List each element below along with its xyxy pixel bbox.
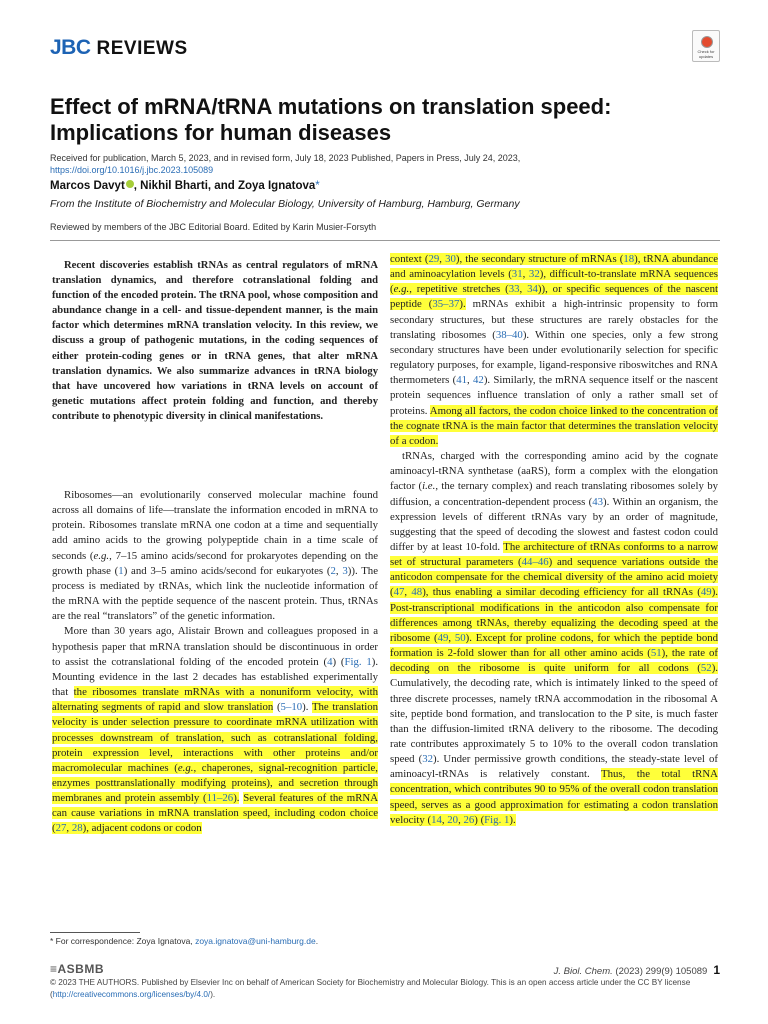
article-title: Effect of mRNA/tRNA mutations on translation speed: Implications for human diseases (50, 94, 612, 145)
paragraph: tRNAs, charged with the corresponding amino acid by the cognate aminoacyl-tRNA synthetase (aaRS), form a complex with the elongation factor (i.e., the ternary complex) and reach translating ribosomes solely by diffusion, a concentration-dependent process (43). Within an organism, the expression levels of different tRNAs vary by an order of magnitude, suggesting that the speed of decoding the slowest and fastest codon could differ by at least 10-fold. The architecture of tRNAs conforms to a narrow set of structural parameters (44–46) and sequence variations outside the anticodon compensate for the chemical diversity of the amino acid moiety (47, 48), thus enabling a similar decoding efficiency for all tRNAs (49). Post-transcriptional modifications in the anticodon also compensate for differences among tRNAs, thereby equalizing the decoding speed at the ribosome (49, 50). Except for proline codons, for which the peptide bond formation is 2-fold slower than for all other amino acids (51), the rate of decoding on the ribosome is quite uniform for all codons (52). Cumulatively, the decoding rate, which is intimately linked to the speed of three discrete processes, namely tRNA accommodation in the ribosomal A site, peptide bond formation, and translocation to the P site, is much faster than the diffusion-limited tRNA delivery to the ribosome. The decoding rate contributes approximately 5 to 10% to the overall codon translation speed (32). Under permissive growth conditions, the steady-state level of aminoacyl-tRNAs is relatively constant. Thus, the total tRNA concentration, which contributes 90 to 95% of the overall codon translation speed, serves as a good approximation for estimating a codon translation velocity (14, 20, 26) (Fig. 1). (390, 450, 719, 826)
citation-link[interactable]: 27 (55, 822, 67, 835)
citation-link[interactable]: 42 (473, 374, 484, 387)
citation-link[interactable]: 38–40 (495, 328, 523, 341)
citation-link[interactable]: 28 (71, 822, 83, 835)
journal-citation: J. Biol. Chem. (2023) 299(9) 105089 1 (553, 963, 720, 977)
highlight: Thus, the total tRNA concentration, which contributes 90 to 95% of the overall codon translation speed, serves as a good approximation for estimating a codon translation velocity (14, 20, 26) (Fig. 1). (390, 768, 718, 826)
citation-link[interactable]: 32 (422, 753, 434, 766)
highlight: context (29, 30), the secondary structure of mRNAs (18), tRNA abundance and aminoacylation levels (31, 32), difficult-to-translate mRNA sequences (e.g., repetitive stretches (33, 34)), or specific sequences of the nascent peptide (35–37). (390, 253, 718, 311)
citation-link[interactable]: 32 (528, 268, 540, 281)
highlight: Among all factors, the codon choice linked to the concentration of the cognate tRNA is the main factor that determines the translation velocity of a codon. (390, 404, 718, 447)
journal-header (50, 36, 720, 64)
citation-link[interactable]: 51 (650, 647, 662, 660)
citation-link[interactable]: 33 (508, 283, 520, 296)
paragraph: context (29, 30), the secondary structure of mRNAs (18), tRNA abundance and aminoacylation levels (31, 32), difficult-to-translate mRNA sequences (e.g., repetitive stretches (33, 34)), or specific sequences of the nascent peptide (35–37). mRNAs exhibit a high-intrinsic propensity to form secondary structures, but these structures are rarely obstacles for the translating ribosomes (38–40). Within one species, only a few strong secondary structures have been under evolutionarily selection for specific regulatory purposes, for example, ligand-responsive riboswitches and RNA thermometers (41, 42). Similarly, the mRNA sequence itself or the nascent protein sequences influence translation of only a rather small set of proteins. Among all factors, the codon choice linked to the concentration of the cognate tRNA is the main factor that determines the translation velocity of a codon. (390, 253, 718, 447)
citation-link[interactable]: 5–10 (280, 701, 303, 714)
citation-link[interactable]: 4 (327, 655, 333, 668)
figure-link[interactable]: Fig. 1 (484, 813, 510, 826)
citation-link[interactable]: 47 (393, 586, 405, 599)
doi-link[interactable]: https://doi.org/10.1016/j.jbc.2023.105089 (50, 165, 214, 175)
citation-link[interactable]: 44–46 (521, 556, 549, 569)
orcid-icon[interactable] (126, 180, 134, 188)
citation-link[interactable]: 14 (431, 813, 442, 826)
citation-link[interactable]: 43 (592, 495, 604, 508)
highlight: The translation velocity is under selection pressure to coordinate mRNA utilization with processes downstream of translation, such as cotranslational folding, protein expression level, interactions with other proteins and/or macromolecular machines (e.g., chaperones, signal-recognition particle, enzymes posttranslationally modifying proteins), and secretion through membranes and protein assembly (11–26). (52, 701, 378, 805)
section-label: REVIEWS (96, 38, 188, 59)
citation-link[interactable]: 30 (445, 253, 456, 265)
citation-link[interactable]: 35–37 (432, 298, 460, 311)
page-number: 1 (713, 963, 720, 977)
citation-link[interactable]: 48 (411, 586, 423, 599)
citation-link[interactable]: 31 (511, 268, 523, 281)
paragraph: Ribosomes—an evolutionarily conserved molecular machine found across all domains of life—translate the information encoded in mRNA to protein. Ribosomes translate mRNA one codon at a time and sequentially add amino acids to the growing polypeptide chain in a time scale of seconds (e.g., 7–15 amino acids/second for prokaryotes depending on the growth phase (1) and 3–5 amino acids/second for eukaryotes (2, 3)). The process is mediated by tRNAs, which link the nucleotide information of the mRNA with the peptide sequence of the nascent protein. Thus, tRNAs are the real “translators” of the genetic information. (52, 489, 379, 623)
journal-logo (50, 36, 188, 60)
publication-info: Received for publication, March 5, 2023, and in revised form, July 18, 2023 Published, Papers in Press, July 24, 2023, https://doi.org/10.1016/j.jbc.2023.105089 (50, 153, 521, 175)
author-list: Marcos Davyt , Nikhil Bharti, and Zoya Ignatova* (50, 180, 320, 192)
citation-link[interactable]: 11–26 (206, 792, 234, 805)
header-divider (50, 240, 720, 241)
citation-link[interactable]: 52 (700, 662, 712, 675)
citation-link[interactable]: 18 (623, 253, 635, 265)
highlight: The architecture of tRNAs conforms to a narrow set of structural parameters (44–46) and sequence variations outside the anticodon compensate for the chemical diversity of the amino acid moiety (47, 48), thus enabling a similar decoding efficiency for all tRNAs (49). Post-transcriptional modifications in the anticodon also compensate for differences among tRNAs, thereby equalizing the decoding speed at the ribosome (49, 50). Except for proline codons, for which the peptide bond formation is 2-fold slower than for all other amino acids (51), the rate of decoding on the ribosome is quite uniform for all codons (52). (390, 540, 719, 675)
correspondence-footnote: * For correspondence: Zoya Ignatova, zoya.ignatova@uni-hamburg.de. (50, 936, 319, 946)
corresponding-author-marker[interactable]: * (315, 180, 320, 192)
publisher-logo: ≡ASBMB (50, 962, 104, 976)
editorial-note: Reviewed by members of the JBC Editorial Board. Edited by Karin Musier-Forsyth (50, 222, 377, 232)
citation-link[interactable]: 34 (527, 283, 538, 296)
citation-link[interactable]: 49 (437, 631, 449, 644)
citation-link[interactable]: 26 (463, 813, 475, 826)
citation-link[interactable]: 2 (330, 564, 336, 577)
highlight: Several features of the mRNA can cause variations in mRNA translation speed, including codon choice (27, 28), adjacent codons or codon (52, 792, 378, 835)
citation-link[interactable]: 50 (454, 631, 466, 644)
body-left-column (52, 488, 378, 837)
citation-link[interactable]: 29 (428, 253, 440, 265)
body-right-column (390, 252, 718, 828)
highlight: the ribosomes translate mRNAs with a nonuniform velocity, with alternating segments of rapid and slow translation (52, 686, 378, 714)
citation-link[interactable]: 20 (447, 813, 459, 826)
check-for-updates-badge[interactable] (692, 30, 720, 62)
email-link[interactable]: zoya.ignatova@uni-hamburg.de (195, 936, 316, 946)
updates-icon (701, 36, 713, 48)
citation-link[interactable]: 49 (700, 586, 712, 599)
citation-link[interactable]: 3 (342, 564, 348, 577)
journal-name: JBC (50, 36, 91, 59)
abstract: Recent discoveries establish tRNAs as central regulators of mRNA translation dynamics, and therefore cotranslational folding and function of the encoded protein. The tRNA pool, whose composition and abundance change in a cell- and tissue-dependent manner, is the main factor which determines mRNA translation velocity. In this review, we discuss a group of pathogenic mutations, in the coding sequences of either protein-coding genes or in tRNA genes, that alter mRNA translation dynamics. We also summarize advances in tRNA biology that have uncovered how variations in tRNA levels on account of genetic mutations affect protein folding and function, and thereby contribute to phenotypic diversity in clinical manifestations. (52, 260, 378, 422)
citation-link[interactable]: 1 (118, 564, 124, 577)
paragraph: More than 30 years ago, Alistair Brown and colleagues proposed in a hypothesis paper that mRNA translation should be discontinuous in order to assist the cotranslational folding of the encoded protein (4) (Fig. 1). Mounting evidence in the last 2 decades has established experimentally that the ribosomes translate mRNAs with a nonuniform velocity, with alternating segments of rapid and slow translation (5–10). The translation velocity is under selection pressure to coordinate mRNA utilization with processes downstream of translation, such as cotranslational folding, protein expression level, interactions with other proteins and/or macromolecular machines (e.g., chaperones, signal-recognition particle, enzymes posttranslationally modifying proteins), and secretion through membranes and protein assembly (11–26). Several features of the mRNA can cause variations in mRNA translation speed, including codon choice (27, 28), adjacent codons or codon (52, 625, 379, 835)
license-link[interactable]: http://creativecommons.org/licenses/by/4.0/ (52, 990, 211, 999)
footnote-divider (50, 932, 140, 933)
figure-link[interactable]: Fig. 1 (344, 655, 372, 668)
updates-label: Check for updates (697, 49, 715, 59)
citation-link[interactable]: 41 (456, 374, 468, 387)
affiliation: From the Institute of Biochemistry and Molecular Biology, University of Hamburg, Hamburg, Germany (50, 198, 520, 210)
copyright-notice: © 2023 THE AUTHORS. Published by Elsevier Inc on behalf of American Society for Biochemistry and Molecular Biology. This is an open access article under the CC BY license (http://creativecommons.org/licenses/by/4.0/). (50, 978, 691, 999)
